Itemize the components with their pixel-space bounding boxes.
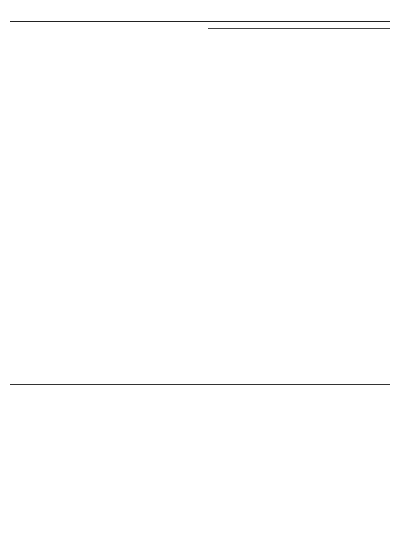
article-left-column (10, 390, 192, 538)
previous-article-right-column (208, 27, 390, 297)
article-right-column (208, 390, 390, 538)
metadata-rule (10, 384, 390, 385)
journal-header (10, 6, 390, 22)
previous-article-left-column (10, 27, 192, 297)
references-rule-top (208, 28, 390, 29)
